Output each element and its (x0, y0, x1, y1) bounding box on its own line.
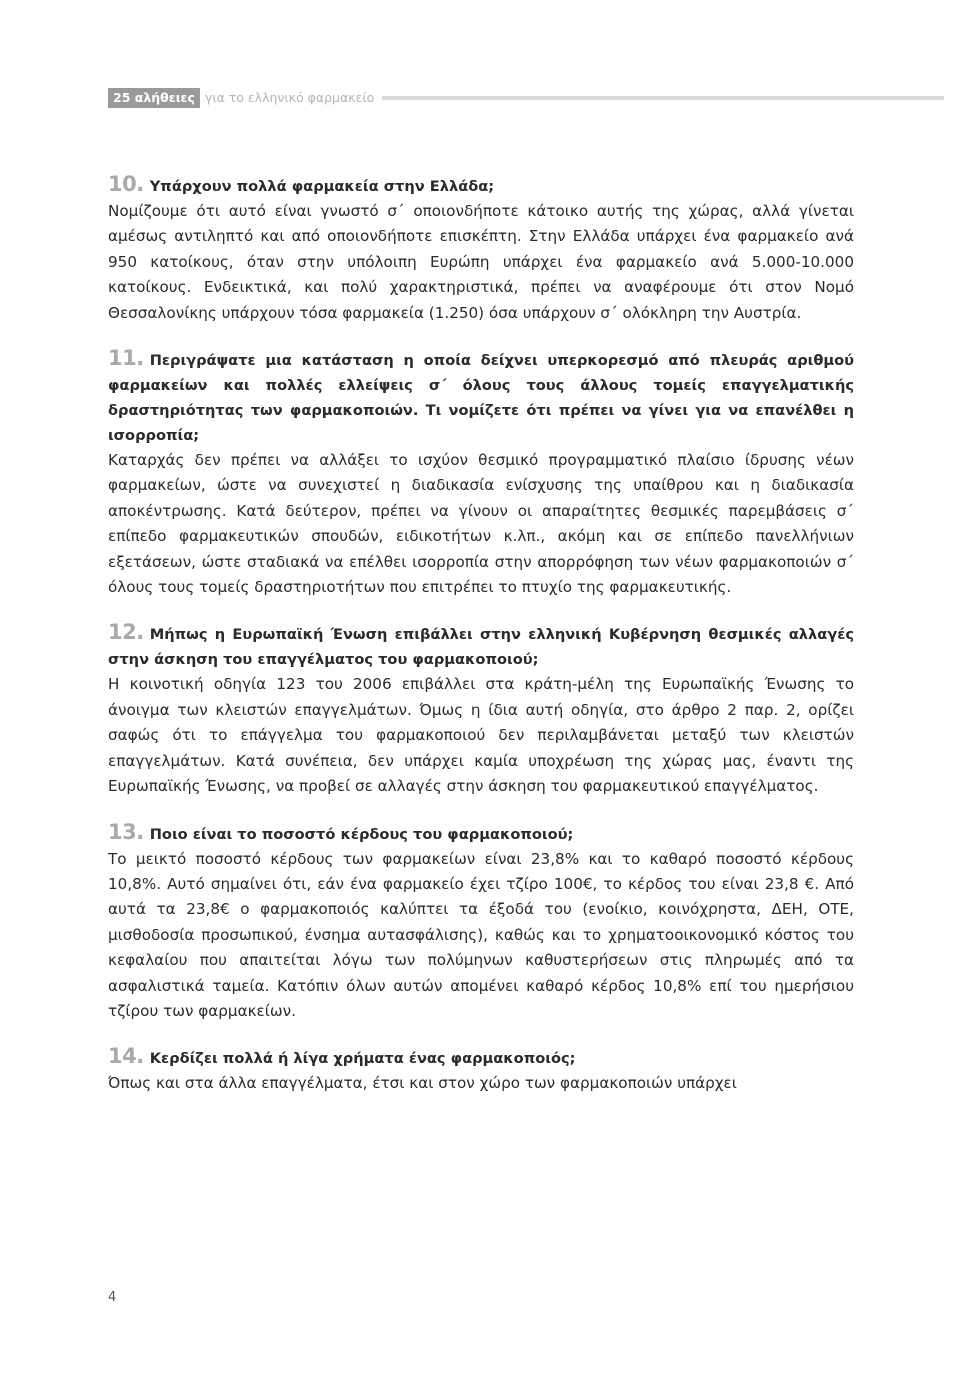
question-text-14: Κερδίζει πολλά ή λίγα χρήματα ένας φαρμακοποιός; (149, 1050, 576, 1068)
question-10 (108, 172, 854, 199)
question-text-10: Υπάρχουν πολλά φαρμακεία στην Ελλάδα; (149, 178, 495, 195)
answer-14: Όπως και στα άλλα επαγγέλματα, έτσι και στον χώρο των φαρμακοποιών υπάρχει (108, 1074, 737, 1093)
question-number-10: 10. (108, 172, 144, 196)
question-number-12: 12. (108, 620, 144, 645)
section-14 (108, 1044, 854, 1096)
question-number-11: 11. (108, 346, 144, 371)
section-12 (108, 620, 854, 799)
header-rule (382, 96, 944, 100)
question-number-13: 13. (108, 819, 144, 844)
question-13 (108, 820, 854, 847)
question-text-11: Περιγράψατε μια κατάσταση η οποία δείχνει υπερκορεσμό από πλευράς αριθμού φαρμακείων και πολλές ελλείψεις σ΄ όλους τους άλλους τομείς επαγγελματικής δραστηριότητας των φαρμακοποιών. Τι νομίζετε ότι πρέπει να γίνει για να επανέλθει η ισορροπία; (108, 352, 854, 445)
answer-10: Νομίζουμε ότι αυτό είναι γνωστό σ΄ οποιονδήποτε κάτοικο αυτής της χώρας, αλλά γίνεται αμέσως αντιληπτό και από οποιονδήποτε επισκέπτη. Στην Ελλάδα υπάρχει ένα φαρμακείο ανά 950 κατοίκους, όταν στην υπόλοιπη Ευρώπη υπάρχει ένα φαρμακείο ανά 5.000-10.000 κατοίκους. Ενδεικτικά, και πολύ χαρακτηριστικά, πρέπει να αναφέρουμε ότι στον Νομό Θεσσαλονίκης υπάρχουν τόσα φαρμακεία (1.250) όσα υπάρχουν σ΄ ολόκληρη την Αυστρία. (108, 202, 854, 322)
section-10 (108, 172, 854, 326)
answer-12: Η κοινοτική οδηγία 123 του 2006 επιβάλλει στα κράτη-μέλη της Ευρωπαϊκής Ένωσης το άνοιγμα των κλειστών επαγγελμάτων. Όμως η ίδια αυτή οδηγία, στο άρθρο 2 παρ. 2, ορίζει σαφώς ότι το επάγγελμα του φαρμακοποιού δεν περιλαμβάνεται μεταξύ των κλειστών επαγγελμάτων. Κατά συνέπεια, δεν υπάρχει καμία υποχρέωση της χώρας μας, έναντι της Ευρωπαϊκής Ένωσης, να προβεί σε αλλαγές στην άσκηση του φαρμακευτικού επαγγέλματος. (108, 675, 854, 796)
header-subtitle: για το ελληνικό φαρμακείο (204, 90, 375, 105)
section-11 (108, 346, 854, 600)
question-number-14: 14. (108, 1044, 144, 1069)
answer-11: Καταρχάς δεν πρέπει να αλλάξει το ισχύον θεσμικό προγραμματικό πλαίσιο ίδρυσης νέων φαρμακείων, ώστε να συνεχιστεί η διαδικασία ενίσχυσης της υπαίθρου και η διαδικασία αποκέντρωσης. Κατά δεύτερον, πρέπει να γίνουν οι απαραίτητες θεσμικές παρεμβάσεις σ΄ επίπεδο φαρμακευτικών σπουδών, ειδικοτήτων κ.λπ., ακόμη και σε επίπεδο πανελλήνιων εξετάσεων, ώστε σταδιακά να επέλθει ισορροπία στην απορρόφηση των νέων φαρμακοποιών σ΄ όλους τους τομείς δραστηριοτήτων που επιτρέπει το πτυχίο της φαρμακευτικής. (108, 451, 854, 597)
running-header (108, 88, 944, 108)
page-number: 4 (108, 1290, 117, 1305)
question-text-13: Ποιο είναι το ποσοστό κέρδους του φαρμακοποιού; (149, 825, 574, 843)
question-11 (108, 346, 854, 448)
question-14 (108, 1044, 854, 1071)
section-13 (108, 820, 854, 1025)
question-text-12: Μήπως η Ευρωπαϊκή Ένωση επιβάλλει στην ελληνική Κυβέρνηση θεσμικές αλλαγές στην άσκηση του επαγγέλματος του φαρμακοποιού; (108, 626, 854, 669)
question-12 (108, 620, 854, 672)
header-badge: 25 αλήθειες (108, 88, 200, 108)
answer-13: Το μεικτό ποσοστό κέρδους των φαρμακείων είναι 23,8% και το καθαρό ποσοστό κέρδους 10,8%. Αυτό σημαίνει ότι, εάν ένα φαρμακείο έχει τζίρο 100€, το κέρδος του είναι 23,8 €. Από αυτά τα 23,8€ ο φαρμακοποιός καλύπτει τα έξοδά του (ενοίκιο, κοινόχρηστα, ΔΕΗ, ΟΤΕ, μισθοδοσία προσωπικού, ένσημα αυτασφάλισης), καθώς και το χρηματοοικονομικό κόστος του κεφαλαίου που απαιτείται λόγω των πολύμηνων καθυστερήσεων στις πληρωμές από τα ασφαλιστικά ταμεία. Κατόπιν όλων αυτών απομένει καθαρό κέρδος 10,8% επί του ημερήσιου τζίρου των φαρμακείων. (108, 849, 854, 1020)
page-content (108, 172, 854, 1117)
